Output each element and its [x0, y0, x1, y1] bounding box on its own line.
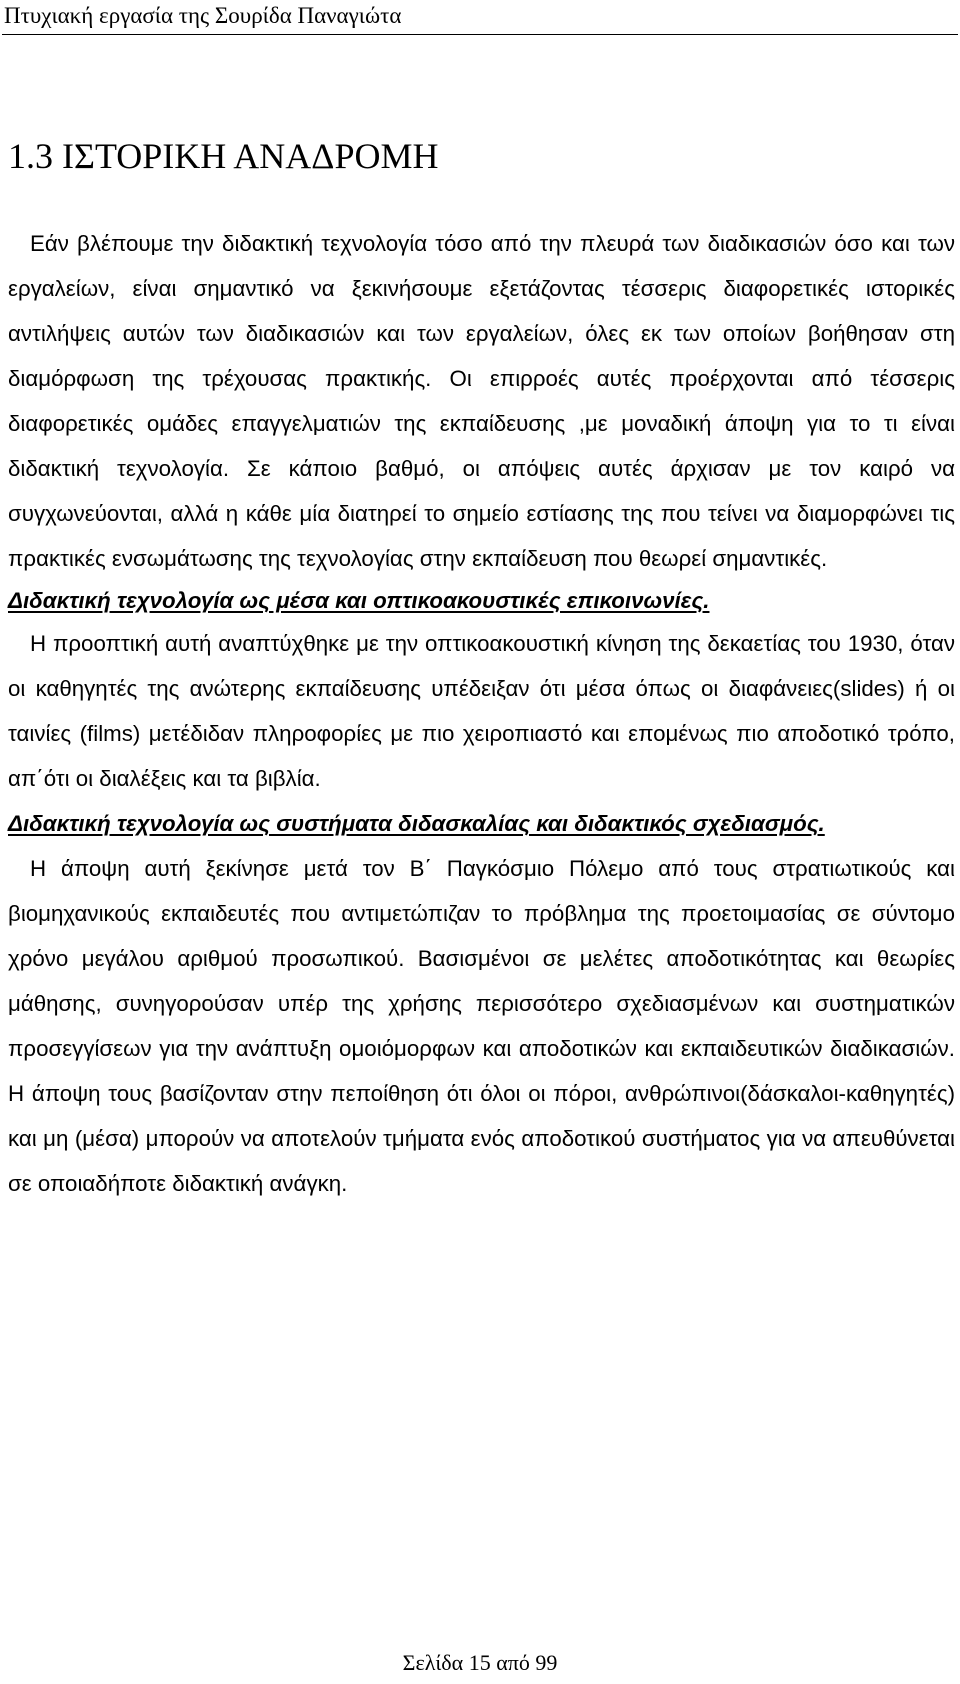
- paragraph-instructional-systems: Η άποψη αυτή ξεκίνησε μετά τον Β΄ Παγκόσμιο Πόλεμο από τους στρατιωτικούς και βιομηχανικούς εκπαιδευτές που αντιμετώπιζαν το πρόβλημα της προετοιμασίας σε σύντομο χρόνο μεγάλου αριθμού προσωπικού. Βασισμένοι σε μελέτες αποδοτικότητας και θεωρίες μάθησης, συνηγορούσαν υπέρ της χρήσης περισσότερο σχεδιασμένων και συστηματικών προσεγγίσεων για την ανάπτυξη ομοιόμορφων και αποδοτικών και εκπαιδευτικών διαδικασιών. Η άποψη τους βασίζονταν στην πεποίθηση ότι όλοι οι πόροι, ανθρώπινοι(δάσκαλοι-καθηγητές) και μη (μέσα) μπορούν να αποτελούν τμήματα ενός αποδοτικού συστήματος για να απευθύνεται σε οποιαδήποτε διδακτική ανάγκη.: [8, 856, 955, 1196]
- page-number-footer: Σελίδα 15 από 99: [402, 1650, 558, 1675]
- paragraph-av-movement: Η προοπτική αυτή αναπτύχθηκε με την οπτικοακουστική κίνηση της δεκαετίας του 1930, όταν οι καθηγητές της ανώτερης εκπαίδευσης υπέδειξαν ότι μέσα όπως οι διαφάνειες(slides) ή οι ταινίες (films) μετέδιδαν πληροφορίες με πιο χειροπιαστό και επομένως πιο αποδοτικό τρόπο, απ΄ότι οι διαλέξεις και τα βιβλία.: [8, 631, 955, 791]
- intro-paragraph: Εάν βλέπουμε την διδακτική τεχνολογία τόσο από την πλευρά των διαδικασιών όσο και των εργαλείων, είναι σημαντικό να ξεκινήσουμε εξετάζοντας τέσσερις διαφορετικές ιστορικές αντιλήψεις αυτών των διαδικασιών και των εργαλείων, όλες εκ των οποίων βοήθησαν στη διαμόρφωση της τρέχουσας πρακτικής. Οι επιρροές αυτές προέρχονται από τέσσερις διαφορετικές ομάδες επαγγελματιών της εκπαίδευσης ,με μοναδική άποψη για το τι είναι διδακτική τεχνολογία. Σε κάποιο βαθμό, οι απόψεις αυτές άρχισαν με τον καιρό να συγχωνεύονται, αλλά η κάθε μία διατηρεί το σημείο εστίασης της που τείνει να διαμορφώνει τις πρακτικές ενσωμάτωσης της τεχνολογίας στην εκπαίδευση που θεωρεί σημαντικές.: [8, 231, 955, 571]
- header-divider: [2, 34, 958, 35]
- running-header: Πτυχιακή εργασία της Σουρίδα Παναγιώτα: [4, 3, 402, 28]
- subheading-media-av: Διδακτική τεχνολογία ως μέσα και οπτικοακουστικές επικοινωνίες.: [8, 588, 710, 613]
- section-title: 1.3 ΙΣΤΟΡΙΚΗ ΑΝΑΔΡΟΜΗ: [8, 136, 439, 176]
- subheading-instructional-systems: Διδακτική τεχνολογία ως συστήματα διδασκαλίας και διδακτικός σχεδιασμός.: [8, 811, 825, 836]
- body-content: [8, 221, 955, 1206]
